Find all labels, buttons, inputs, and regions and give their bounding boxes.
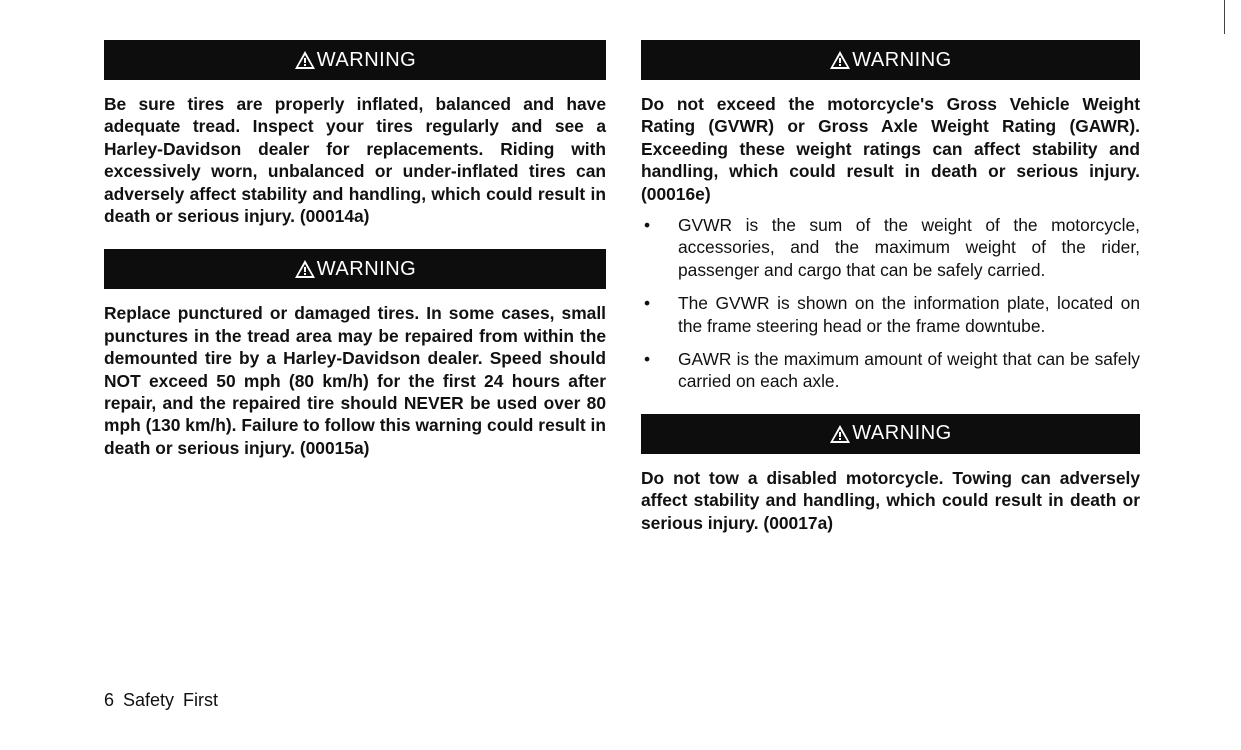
warning-triangle-icon (294, 259, 316, 279)
weight-rating-bullet-list (641, 214, 1140, 393)
warning-text-punctured-tires: Replace punctured or damaged tires. In some cases, small punctures in the tread area may be repaired from within the demounted tire by a Harley-Davidson dealer. Speed should NOT exceed 50 mph (80 km/h) for the first 24 hours after repair, and the repaired tire should NEVER be used over 80 mph (130 km/h). Failure to follow this warning could result in death or serious injury. (00015a) (104, 303, 606, 458)
warning-triangle-icon (829, 50, 851, 70)
bullet-text: GAWR is the maximum amount of weight that can be safely carried on each axle. (678, 349, 1140, 392)
bullet-text: GVWR is the sum of the weight of the motorcycle, accessories, and the maximum weight of the rider, passenger and cargo that can be safely carried. (678, 215, 1140, 280)
warning-triangle-icon (294, 50, 316, 70)
warning-text-weight-rating: Do not exceed the motorcycle's Gross Vehicle Weight Rating (GVWR) or Gross Axle Weight Rating (GAWR). Exceeding these weight ratings can affect stability and handling, which could result in death or serious injury. (00016e) (641, 94, 1140, 204)
warning-header (641, 40, 1140, 80)
warning-header (641, 414, 1140, 454)
page-number: 6 (104, 690, 115, 710)
bullet-icon: • (644, 349, 651, 370)
page-footer (104, 690, 218, 711)
warning-text-towing: Do not tow a disabled motorcycle. Towing can adversely affect stability and handling, which could result in death or serious injury. (00017a) (641, 467, 1140, 533)
warning-header (104, 249, 606, 289)
bullet-icon: • (644, 215, 651, 236)
warning-header-label: WARNING (852, 422, 952, 445)
bullet-text: The GVWR is shown on the information plate, located on the frame steering head or the frame downtube. (678, 293, 1140, 336)
warning-header-label: WARNING (316, 257, 417, 280)
bullet-icon: • (644, 293, 651, 314)
page-edge-line (1224, 0, 1225, 34)
warning-header-label: WARNING (316, 48, 417, 71)
warning-triangle-icon (829, 424, 851, 444)
warning-header (104, 40, 606, 80)
left-column (104, 40, 606, 459)
warning-text-tire-inflation: Be sure tires are properly inflated, balanced and have adequate tread. Inspect your tires regularly and see a Harley-Davidson dealer for replacements. Riding with excessively worn, unbalanced or under-inflated tires can adversely affect stability and handling, which could result in death or serious injury. (00014a) (104, 94, 606, 227)
list-item (641, 292, 1140, 337)
list-item (641, 348, 1140, 393)
section-title: Safety First (123, 690, 219, 710)
warning-header-label: WARNING (852, 48, 952, 71)
list-item (641, 214, 1140, 281)
right-column (641, 40, 1140, 534)
